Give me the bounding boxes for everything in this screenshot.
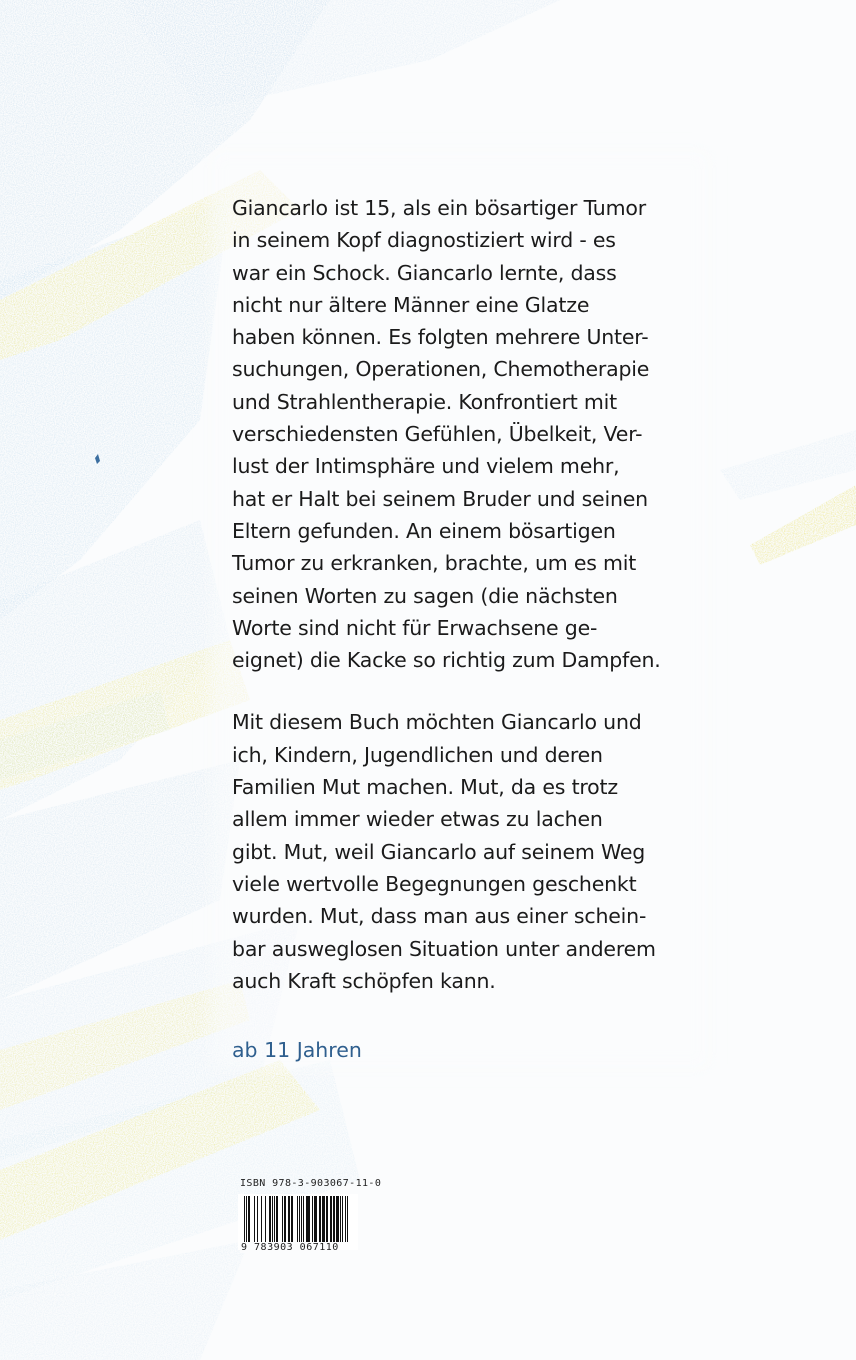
- barcode-bar: [276, 1196, 278, 1242]
- barcode-bar: [312, 1196, 313, 1242]
- text-line: und Strahlentherapie. Konfrontiert mit: [232, 389, 617, 414]
- text-line: verschiedensten Gefühlen, Übelkeit, Ver-: [232, 422, 643, 447]
- barcode-bar: [345, 1196, 346, 1242]
- text-line: seinen Worten zu sagen (die nächsten: [232, 583, 618, 608]
- barcode-bar: [306, 1196, 310, 1242]
- text-line: bar ausweglosen Situation unter anderem: [232, 936, 656, 961]
- isbn-barcode: [238, 1178, 382, 1262]
- barcode-bar: [269, 1196, 271, 1242]
- barcode-bar: [244, 1196, 245, 1242]
- text-line: auch Kraft schöpfen kann.: [232, 968, 496, 993]
- text-line: wurden. Mut, dass man aus einer schein-: [232, 904, 647, 929]
- barcode-bar: [246, 1196, 247, 1242]
- barcode-bar: [347, 1196, 348, 1242]
- paragraph-gap: [232, 676, 672, 706]
- barcode-bar: [322, 1196, 325, 1242]
- text-line: war ein Schock. Giancarlo lernte, dass: [232, 260, 617, 285]
- barcode-bar: [319, 1196, 321, 1242]
- age-recommendation: ab 11 Jahren: [232, 1038, 362, 1062]
- text-line: suchungen, Operationen, Chemotherapie: [232, 357, 650, 382]
- text-line: gibt. Mut, weil Giancarlo auf seinem Weg: [232, 839, 646, 864]
- barcode-bar: [333, 1196, 335, 1242]
- barcode-bar: [272, 1196, 273, 1242]
- text-line: Familien Mut machen. Mut, da es trotz: [232, 775, 618, 800]
- text-line: lust der Intimsphäre und vielem mehr,: [232, 454, 620, 479]
- barcode-bar: [314, 1196, 317, 1242]
- text-line: in seinem Kopf diagnostiziert wird - es: [232, 228, 616, 253]
- barcode-bar: [336, 1196, 339, 1242]
- text-line: nicht nur ältere Männer eine Glatze: [232, 292, 590, 317]
- text-line: Worte sind nicht für Erwachsene ge-: [232, 615, 598, 640]
- barcode-bar: [299, 1196, 300, 1242]
- barcode-bar: [303, 1196, 304, 1242]
- text-line: Giancarlo ist 15, als ein bösartiger Tumor: [232, 196, 646, 220]
- barcode-bar: [261, 1196, 262, 1242]
- paragraph-courage: [232, 706, 672, 997]
- barcode-bar: [265, 1196, 266, 1242]
- text-line: hat er Halt bei seinem Bruder und seinen: [232, 486, 648, 511]
- text-line: haben können. Es folgten mehrere Unter-: [232, 325, 649, 350]
- barcode-bar: [297, 1196, 298, 1242]
- barcode-bar: [291, 1196, 293, 1242]
- barcode-bar: [274, 1196, 275, 1242]
- isbn-label: ISBN 978-3-903067-11-0: [240, 1178, 382, 1189]
- barcode-bar: [326, 1196, 328, 1242]
- text-line: allem immer wieder etwas zu lachen: [232, 807, 603, 832]
- text-line: Eltern gefunden. An einem bösartigen: [232, 518, 616, 543]
- barcode-bar: [257, 1196, 258, 1242]
- barcode-bar: [330, 1196, 332, 1242]
- barcode-bar: [301, 1196, 302, 1242]
- text-line: viele wertvolle Begegnungen geschenkt: [232, 871, 637, 896]
- barcode-bar: [342, 1196, 343, 1242]
- text-line: Mit diesem Buch möchten Giancarlo und: [232, 710, 642, 735]
- barcode-bar: [288, 1196, 290, 1242]
- text-line: eignet) die Kacke so richtig zum Dampfen.: [232, 648, 661, 673]
- barcode-bar: [340, 1196, 341, 1242]
- barcode-bar: [248, 1196, 250, 1242]
- paragraph-diagnosis: [232, 192, 672, 676]
- text-line: Tumor zu erkranken, brachte, um es mit: [232, 551, 637, 576]
- barcode-bar: [284, 1196, 286, 1242]
- barcode-bar: [282, 1196, 283, 1242]
- ean-digits: 9 783903 067110: [241, 1242, 339, 1253]
- text-line: ich, Kindern, Jugendlichen und deren: [232, 742, 603, 767]
- back-cover-text: [232, 192, 672, 997]
- barcode-bar: [254, 1196, 255, 1242]
